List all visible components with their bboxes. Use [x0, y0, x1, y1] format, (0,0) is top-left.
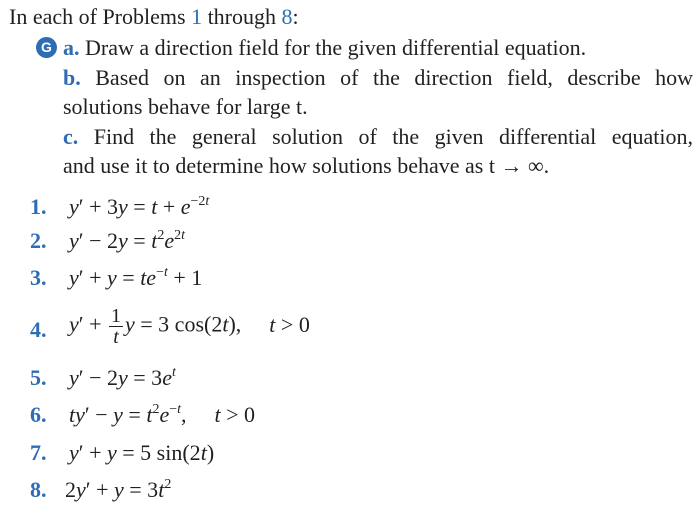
part-b-line1 [63, 63, 693, 93]
part-c-letter: c. [63, 123, 79, 149]
problem-number: 3. [30, 265, 47, 290]
part-a-letter: a. [63, 35, 80, 60]
intro-middle: through [202, 4, 282, 29]
problem-number: 8. [30, 477, 47, 502]
problem-equation: y′ + y = 5 sin(2t) [69, 440, 215, 465]
problem-number: 5. [30, 365, 47, 390]
intro-prefix: In each of Problems [9, 4, 192, 29]
problem-equation: $y' + y = te^{-t} + 1$ [69, 265, 203, 290]
part-c-text-2: and use it to determine how solutions behave as t → ∞. [63, 153, 550, 178]
instruction-parts [41, 33, 694, 181]
intro-end-link[interactable]: 8 [281, 4, 293, 29]
part-b-text-2: solutions behave for large t. [63, 94, 308, 119]
part-c-line2 [63, 151, 693, 181]
part-b-letter: b. [63, 64, 81, 90]
problem-equation: $2y' + y = 3t^2$ [65, 477, 172, 502]
problem-number: 2. [30, 228, 47, 253]
problem-intro [9, 3, 299, 31]
problem-equation: $y' - 2y = t^2e^{2t}$ [69, 228, 185, 253]
part-a-text: Draw a direction field for the given differential equation. [85, 35, 587, 60]
intro-suffix: : [292, 4, 299, 29]
problem-number: 6. [30, 402, 47, 427]
problem-equation: $ty' - y = t^2e^{-t}$, t > 0 [69, 402, 256, 427]
problem-equation: $y' + 3y = t + e^{-2t}$ [69, 194, 210, 219]
part-a [63, 33, 693, 63]
intro-start-link[interactable]: 1 [191, 4, 203, 29]
problem-equation: y′ + $\frac{1}{t}$ y = 3 cos(2t), t > 0 [69, 305, 310, 348]
part-b-text-1: Based on an inspection of the direction field, describe how [95, 64, 694, 90]
part-c-line1 [63, 122, 693, 152]
problem-number: 7. [30, 440, 47, 465]
problem-number: 4. [30, 317, 47, 342]
problem-equation: $y' - 2y = 3e^t$ [69, 365, 176, 390]
graphing-icon: G [36, 37, 57, 58]
part-b-line2 [63, 92, 693, 122]
fraction-one-over-t: $\frac{1}{t}$ [111, 305, 121, 348]
problem-number: 1. [30, 194, 47, 219]
part-c-text-1: Find the general solution of the given differential equation, [93, 123, 693, 149]
